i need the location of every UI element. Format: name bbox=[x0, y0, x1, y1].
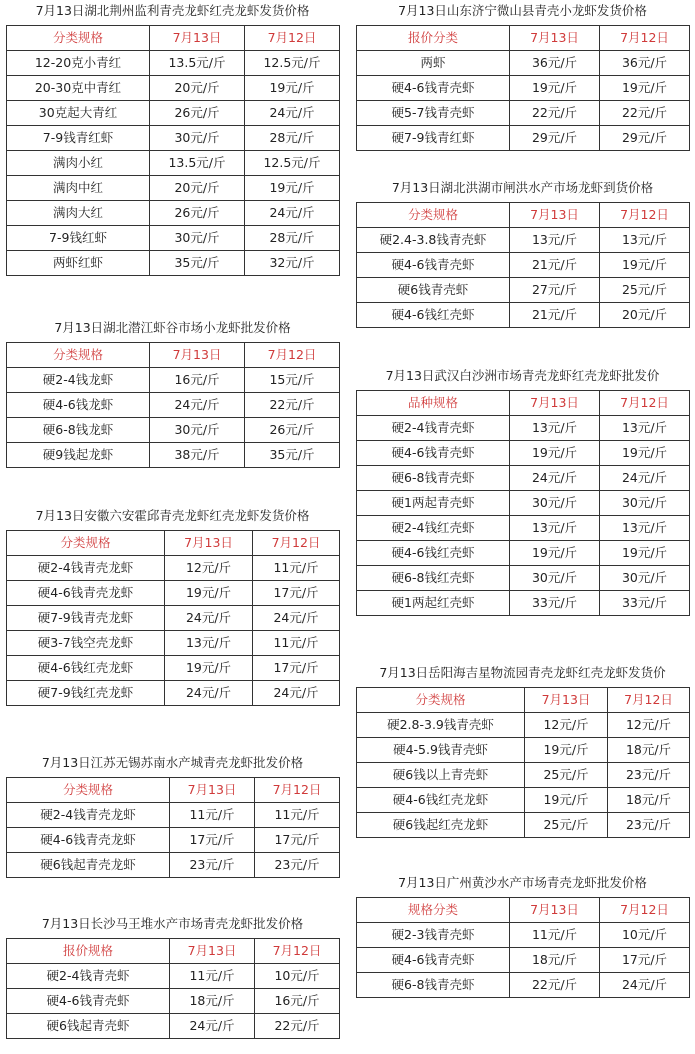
spec-cell: 硬6-8钱青壳虾 bbox=[357, 466, 510, 491]
price-cell: 30元/斤 bbox=[600, 491, 690, 516]
price-cell: 26元/斤 bbox=[150, 201, 245, 226]
price-table bbox=[356, 25, 690, 151]
price-cell: 24元/斤 bbox=[253, 681, 340, 706]
column-header: 7月13日 bbox=[170, 939, 255, 964]
price-cell: 38元/斤 bbox=[150, 443, 245, 468]
table-row bbox=[7, 151, 340, 176]
table-row bbox=[357, 303, 690, 328]
column-header: 7月13日 bbox=[150, 26, 245, 51]
spec-cell: 满肉大红 bbox=[7, 201, 150, 226]
spec-cell: 硬3-7钱空壳龙虾 bbox=[7, 631, 165, 656]
price-cell: 13元/斤 bbox=[510, 228, 600, 253]
price-cell: 24元/斤 bbox=[245, 101, 340, 126]
price-cell: 16元/斤 bbox=[150, 368, 245, 393]
table-row bbox=[7, 803, 340, 828]
price-cell: 13元/斤 bbox=[165, 631, 253, 656]
price-cell: 12元/斤 bbox=[608, 713, 690, 738]
spec-cell: 硬4-6钱青壳虾 bbox=[357, 253, 510, 278]
table-row bbox=[357, 948, 690, 973]
table-header-row bbox=[357, 26, 690, 51]
price-cell: 27元/斤 bbox=[510, 278, 600, 303]
table-row bbox=[357, 788, 690, 813]
table-row bbox=[7, 853, 340, 878]
price-cell: 17元/斤 bbox=[253, 581, 340, 606]
table-row bbox=[357, 491, 690, 516]
price-cell: 13元/斤 bbox=[600, 228, 690, 253]
table-row bbox=[357, 923, 690, 948]
column-header: 7月12日 bbox=[255, 778, 340, 803]
price-cell: 19元/斤 bbox=[510, 541, 600, 566]
price-cell: 13.5元/斤 bbox=[150, 51, 245, 76]
price-cell: 20元/斤 bbox=[600, 303, 690, 328]
price-cell: 13元/斤 bbox=[600, 516, 690, 541]
column-header: 7月13日 bbox=[165, 531, 253, 556]
spec-cell: 硬2.4-3.8钱青壳虾 bbox=[357, 228, 510, 253]
price-table-block bbox=[356, 177, 689, 328]
price-cell: 11元/斤 bbox=[253, 631, 340, 656]
spec-cell: 硬7-9钱青壳龙虾 bbox=[7, 606, 165, 631]
spec-cell: 硬2-3钱青壳虾 bbox=[357, 923, 510, 948]
table-row bbox=[7, 828, 340, 853]
price-cell: 18元/斤 bbox=[170, 989, 255, 1014]
price-cell: 29元/斤 bbox=[510, 126, 600, 151]
column-header: 分类规格 bbox=[7, 531, 165, 556]
table-row bbox=[7, 418, 340, 443]
price-table bbox=[6, 342, 340, 468]
spec-cell: 硬2-4钱青壳龙虾 bbox=[7, 803, 170, 828]
price-cell: 17元/斤 bbox=[600, 948, 690, 973]
table-row bbox=[7, 443, 340, 468]
table-header-row bbox=[7, 26, 340, 51]
price-cell: 35元/斤 bbox=[150, 251, 245, 276]
table-row bbox=[357, 51, 690, 76]
table-row bbox=[357, 466, 690, 491]
price-cell: 18元/斤 bbox=[608, 738, 690, 763]
price-cell: 25元/斤 bbox=[525, 813, 608, 838]
price-table-block bbox=[356, 662, 689, 838]
price-cell: 28元/斤 bbox=[245, 126, 340, 151]
spec-cell: 两虾 bbox=[357, 51, 510, 76]
price-cell: 30元/斤 bbox=[150, 226, 245, 251]
spec-cell: 硬4-6钱红壳虾 bbox=[357, 541, 510, 566]
price-cell: 22元/斤 bbox=[245, 393, 340, 418]
spec-cell: 硬5-7钱青壳虾 bbox=[357, 101, 510, 126]
column-header: 7月12日 bbox=[600, 898, 690, 923]
table-row bbox=[7, 681, 340, 706]
price-cell: 24元/斤 bbox=[510, 466, 600, 491]
spec-cell: 硬2-4钱青壳龙虾 bbox=[7, 556, 165, 581]
price-cell: 17元/斤 bbox=[170, 828, 255, 853]
price-cell: 36元/斤 bbox=[600, 51, 690, 76]
price-table bbox=[356, 390, 690, 616]
table-row bbox=[357, 973, 690, 998]
price-cell: 25元/斤 bbox=[525, 763, 608, 788]
spec-cell: 硬1两起红壳虾 bbox=[357, 591, 510, 616]
price-cell: 24元/斤 bbox=[170, 1014, 255, 1039]
price-cell: 30元/斤 bbox=[150, 126, 245, 151]
price-cell: 10元/斤 bbox=[600, 923, 690, 948]
spec-cell: 硬6钱以上青壳虾 bbox=[357, 763, 525, 788]
column-header: 7月12日 bbox=[245, 26, 340, 51]
spec-cell: 硬9钱起龙虾 bbox=[7, 443, 150, 468]
price-cell: 19元/斤 bbox=[510, 76, 600, 101]
spec-cell: 30克起大青红 bbox=[7, 101, 150, 126]
table-row bbox=[7, 51, 340, 76]
price-cell: 22元/斤 bbox=[600, 101, 690, 126]
price-cell: 19元/斤 bbox=[525, 788, 608, 813]
table-row bbox=[357, 441, 690, 466]
column-header: 报价规格 bbox=[7, 939, 170, 964]
price-cell: 12元/斤 bbox=[525, 713, 608, 738]
table-row bbox=[357, 126, 690, 151]
table-row bbox=[7, 201, 340, 226]
spec-cell: 7-9钱青红虾 bbox=[7, 126, 150, 151]
price-cell: 19元/斤 bbox=[510, 441, 600, 466]
price-cell: 17元/斤 bbox=[255, 828, 340, 853]
spec-cell: 硬2-4钱红壳虾 bbox=[357, 516, 510, 541]
column-header: 分类规格 bbox=[7, 778, 170, 803]
table-title: 7月13日湖北荆州监利青壳龙虾红壳龙虾发货价格 bbox=[35, 3, 310, 18]
spec-cell: 硬2-4钱龙虾 bbox=[7, 368, 150, 393]
price-cell: 19元/斤 bbox=[245, 76, 340, 101]
spec-cell: 硬4-6钱青壳虾 bbox=[7, 989, 170, 1014]
price-cell: 23元/斤 bbox=[170, 853, 255, 878]
spec-cell: 硬6钱起红壳龙虾 bbox=[357, 813, 525, 838]
table-title: 7月13日广州黄沙水产市场青壳龙虾批发价格 bbox=[398, 875, 647, 890]
column-header: 7月12日 bbox=[608, 688, 690, 713]
table-row bbox=[357, 516, 690, 541]
spec-cell: 硬6-8钱龙虾 bbox=[7, 418, 150, 443]
table-row bbox=[7, 251, 340, 276]
price-cell: 30元/斤 bbox=[600, 566, 690, 591]
price-table-block bbox=[356, 365, 689, 616]
spec-cell: 硬2.8-3.9钱青壳虾 bbox=[357, 713, 525, 738]
price-table bbox=[356, 897, 690, 998]
column-header: 规格分类 bbox=[357, 898, 510, 923]
price-table bbox=[6, 777, 340, 878]
price-cell: 35元/斤 bbox=[245, 443, 340, 468]
table-row bbox=[357, 253, 690, 278]
table-row bbox=[7, 631, 340, 656]
price-cell: 12.5元/斤 bbox=[245, 51, 340, 76]
price-cell: 22元/斤 bbox=[510, 973, 600, 998]
column-header: 7月12日 bbox=[600, 203, 690, 228]
table-row bbox=[357, 76, 690, 101]
table-title: 7月13日长沙马王堆水产市场青壳龙虾批发价格 bbox=[41, 916, 304, 931]
table-row bbox=[357, 416, 690, 441]
price-cell: 11元/斤 bbox=[170, 803, 255, 828]
column-header: 7月13日 bbox=[510, 203, 600, 228]
spec-cell: 两虾红虾 bbox=[7, 251, 150, 276]
spec-cell: 硬6钱青壳虾 bbox=[357, 278, 510, 303]
price-cell: 19元/斤 bbox=[600, 253, 690, 278]
table-row bbox=[7, 393, 340, 418]
table-row bbox=[357, 738, 690, 763]
spec-cell: 硬1两起青壳虾 bbox=[357, 491, 510, 516]
price-cell: 15元/斤 bbox=[245, 368, 340, 393]
spec-cell: 硬4-6钱青壳龙虾 bbox=[7, 828, 170, 853]
price-table-block bbox=[356, 0, 689, 151]
spec-cell: 硬4-6钱红壳龙虾 bbox=[357, 788, 525, 813]
price-cell: 30元/斤 bbox=[150, 418, 245, 443]
price-table-block bbox=[6, 913, 339, 1039]
spec-cell: 7-9钱红虾 bbox=[7, 226, 150, 251]
spec-cell: 硬4-6钱红壳龙虾 bbox=[7, 656, 165, 681]
price-cell: 19元/斤 bbox=[600, 76, 690, 101]
column-header: 7月13日 bbox=[525, 688, 608, 713]
spec-cell: 硬2-4钱青壳虾 bbox=[357, 416, 510, 441]
price-cell: 11元/斤 bbox=[255, 803, 340, 828]
column-header: 7月12日 bbox=[255, 939, 340, 964]
table-row bbox=[7, 226, 340, 251]
table-row bbox=[357, 541, 690, 566]
column-header: 分类规格 bbox=[357, 203, 510, 228]
price-table-block bbox=[356, 872, 689, 998]
column-header: 分类规格 bbox=[7, 343, 150, 368]
price-cell: 10元/斤 bbox=[255, 964, 340, 989]
price-cell: 24元/斤 bbox=[600, 466, 690, 491]
price-table-block bbox=[6, 505, 339, 706]
price-cell: 11元/斤 bbox=[510, 923, 600, 948]
table-row bbox=[7, 76, 340, 101]
spec-cell: 硬4-6钱青壳龙虾 bbox=[7, 581, 165, 606]
price-cell: 24元/斤 bbox=[600, 973, 690, 998]
table-row bbox=[357, 763, 690, 788]
table-row bbox=[7, 606, 340, 631]
spec-cell: 硬7-9钱青红虾 bbox=[357, 126, 510, 151]
spec-cell: 12-20克小青红 bbox=[7, 51, 150, 76]
column-header: 分类规格 bbox=[7, 26, 150, 51]
price-cell: 13元/斤 bbox=[510, 416, 600, 441]
price-cell: 24元/斤 bbox=[253, 606, 340, 631]
column-header: 7月13日 bbox=[170, 778, 255, 803]
table-header-row bbox=[357, 898, 690, 923]
price-cell: 12.5元/斤 bbox=[245, 151, 340, 176]
table-header-row bbox=[357, 688, 690, 713]
table-row bbox=[7, 964, 340, 989]
spec-cell: 20-30克中青红 bbox=[7, 76, 150, 101]
price-cell: 12元/斤 bbox=[165, 556, 253, 581]
price-table bbox=[6, 530, 340, 706]
price-cell: 33元/斤 bbox=[600, 591, 690, 616]
price-cell: 30元/斤 bbox=[510, 566, 600, 591]
price-cell: 21元/斤 bbox=[510, 303, 600, 328]
table-row bbox=[357, 101, 690, 126]
column-header: 7月12日 bbox=[600, 391, 690, 416]
table-row bbox=[7, 556, 340, 581]
price-cell: 24元/斤 bbox=[150, 393, 245, 418]
spec-cell: 硬6钱起青壳虾 bbox=[7, 1014, 170, 1039]
column-header: 7月12日 bbox=[253, 531, 340, 556]
price-cell: 11元/斤 bbox=[253, 556, 340, 581]
table-row bbox=[357, 713, 690, 738]
price-cell: 24元/斤 bbox=[165, 606, 253, 631]
table-row bbox=[7, 1014, 340, 1039]
table-row bbox=[357, 566, 690, 591]
price-cell: 23元/斤 bbox=[255, 853, 340, 878]
price-table-block bbox=[6, 752, 339, 878]
table-header-row bbox=[7, 939, 340, 964]
column-header: 分类规格 bbox=[357, 688, 525, 713]
price-cell: 17元/斤 bbox=[253, 656, 340, 681]
spec-cell: 硬7-9钱红壳龙虾 bbox=[7, 681, 165, 706]
table-row bbox=[357, 813, 690, 838]
price-table bbox=[6, 938, 340, 1039]
column-header: 7月13日 bbox=[510, 391, 600, 416]
table-title: 7月13日湖北洪湖市闸洪水产市场龙虾到货价格 bbox=[391, 180, 654, 195]
table-row bbox=[7, 176, 340, 201]
price-cell: 26元/斤 bbox=[150, 101, 245, 126]
price-table bbox=[6, 25, 340, 276]
column-header: 7月12日 bbox=[600, 26, 690, 51]
table-row bbox=[7, 368, 340, 393]
price-cell: 19元/斤 bbox=[165, 581, 253, 606]
price-cell: 20元/斤 bbox=[150, 176, 245, 201]
price-cell: 11元/斤 bbox=[170, 964, 255, 989]
price-cell: 18元/斤 bbox=[608, 788, 690, 813]
price-cell: 33元/斤 bbox=[510, 591, 600, 616]
price-cell: 13元/斤 bbox=[600, 416, 690, 441]
table-header-row bbox=[7, 778, 340, 803]
spec-cell: 硬6-8钱红壳虾 bbox=[357, 566, 510, 591]
table-title: 7月13日安徽六安霍邱青壳龙虾红壳龙虾发货价格 bbox=[35, 508, 310, 523]
table-title: 7月13日岳阳海吉星物流园青壳龙虾红壳龙虾发货价 bbox=[379, 665, 666, 680]
price-cell: 22元/斤 bbox=[510, 101, 600, 126]
price-cell: 13.5元/斤 bbox=[150, 151, 245, 176]
price-cell: 36元/斤 bbox=[510, 51, 600, 76]
table-header-row bbox=[357, 203, 690, 228]
spec-cell: 硬6钱起青壳龙虾 bbox=[7, 853, 170, 878]
price-cell: 16元/斤 bbox=[255, 989, 340, 1014]
table-title: 7月13日江苏无锡苏南水产城青壳龙虾批发价格 bbox=[41, 755, 304, 770]
table-header-row bbox=[7, 531, 340, 556]
spec-cell: 硬4-6钱青壳虾 bbox=[357, 948, 510, 973]
table-row bbox=[7, 581, 340, 606]
spec-cell: 满肉小红 bbox=[7, 151, 150, 176]
table-row bbox=[357, 278, 690, 303]
column-header: 品种规格 bbox=[357, 391, 510, 416]
spec-cell: 硬4-6钱青壳虾 bbox=[357, 76, 510, 101]
price-cell: 24元/斤 bbox=[245, 201, 340, 226]
price-cell: 20元/斤 bbox=[150, 76, 245, 101]
column-header: 报价分类 bbox=[357, 26, 510, 51]
price-cell: 13元/斤 bbox=[510, 516, 600, 541]
spec-cell: 硬4-6钱龙虾 bbox=[7, 393, 150, 418]
price-cell: 19元/斤 bbox=[600, 441, 690, 466]
spec-cell: 满肉中红 bbox=[7, 176, 150, 201]
spec-cell: 硬6-8钱青壳虾 bbox=[357, 973, 510, 998]
table-title: 7月13日武汉白沙洲市场青壳龙虾红壳龙虾批发价 bbox=[385, 368, 660, 383]
table-title: 7月13日山东济宁微山县青壳小龙虾发货价格 bbox=[398, 3, 647, 18]
table-row bbox=[357, 591, 690, 616]
price-cell: 21元/斤 bbox=[510, 253, 600, 278]
price-table bbox=[356, 202, 690, 328]
price-cell: 23元/斤 bbox=[608, 813, 690, 838]
price-cell: 32元/斤 bbox=[245, 251, 340, 276]
price-cell: 18元/斤 bbox=[510, 948, 600, 973]
price-cell: 19元/斤 bbox=[245, 176, 340, 201]
table-row bbox=[7, 126, 340, 151]
column-header: 7月13日 bbox=[510, 898, 600, 923]
table-row bbox=[7, 989, 340, 1014]
table-row bbox=[357, 228, 690, 253]
table-title: 7月13日湖北潜江虾谷市场小龙虾批发价格 bbox=[54, 320, 291, 335]
table-row bbox=[7, 101, 340, 126]
column-header: 7月12日 bbox=[245, 343, 340, 368]
price-table-block bbox=[6, 317, 339, 468]
price-table-block bbox=[6, 0, 339, 276]
price-cell: 24元/斤 bbox=[165, 681, 253, 706]
price-cell: 29元/斤 bbox=[600, 126, 690, 151]
spec-cell: 硬4-5.9钱青壳虾 bbox=[357, 738, 525, 763]
spec-cell: 硬4-6钱青壳虾 bbox=[357, 441, 510, 466]
price-cell: 19元/斤 bbox=[600, 541, 690, 566]
spec-cell: 硬2-4钱青壳虾 bbox=[7, 964, 170, 989]
price-table bbox=[356, 687, 690, 838]
price-cell: 23元/斤 bbox=[608, 763, 690, 788]
price-cell: 25元/斤 bbox=[600, 278, 690, 303]
price-cell: 19元/斤 bbox=[165, 656, 253, 681]
price-cell: 19元/斤 bbox=[525, 738, 608, 763]
price-cell: 30元/斤 bbox=[510, 491, 600, 516]
price-cell: 28元/斤 bbox=[245, 226, 340, 251]
table-header-row bbox=[7, 343, 340, 368]
table-row bbox=[7, 656, 340, 681]
table-header-row bbox=[357, 391, 690, 416]
price-cell: 22元/斤 bbox=[255, 1014, 340, 1039]
column-header: 7月13日 bbox=[510, 26, 600, 51]
column-header: 7月13日 bbox=[150, 343, 245, 368]
price-cell: 26元/斤 bbox=[245, 418, 340, 443]
spec-cell: 硬4-6钱红壳虾 bbox=[357, 303, 510, 328]
